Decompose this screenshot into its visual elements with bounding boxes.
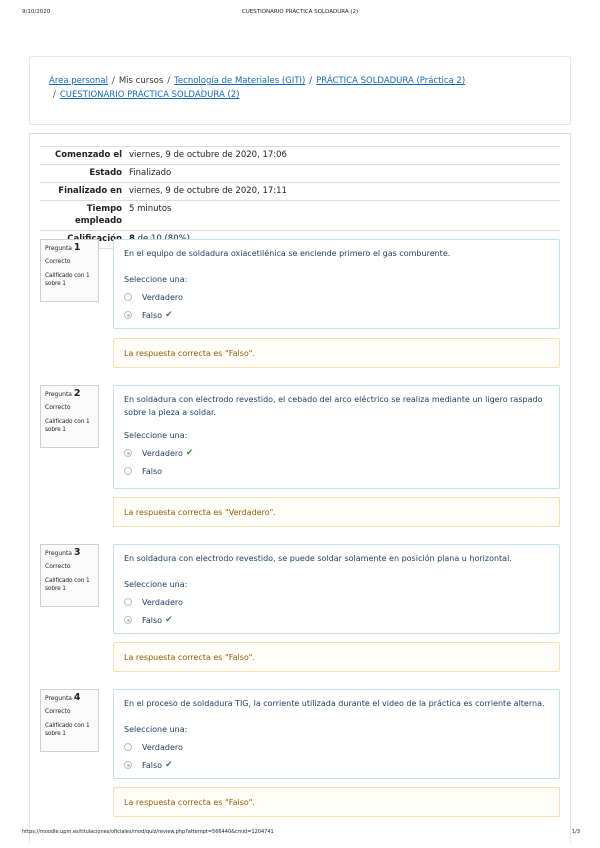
question-grade: Calificado con 1 sobre 1 bbox=[45, 419, 90, 433]
question-number bbox=[45, 244, 94, 253]
option-label: Falso bbox=[142, 760, 163, 770]
print-date: 9/10/2020 bbox=[22, 9, 51, 15]
summary-label: Comenzado el bbox=[55, 150, 122, 160]
question-text: En soldadura con electrodo revestido, se puede soldar solamente en posición plana u horizontal. bbox=[124, 554, 512, 563]
question-prompt: Seleccione una: bbox=[124, 725, 188, 734]
breadcrumb bbox=[49, 74, 549, 102]
summary-value: 5 minutos bbox=[129, 204, 172, 214]
check-icon: ✔ bbox=[185, 448, 194, 458]
option-label: Falso bbox=[142, 615, 163, 625]
breadcrumb-separator: / bbox=[167, 76, 171, 86]
question-number-prefix: Pregunta bbox=[45, 391, 72, 398]
question-state: Correcto bbox=[45, 563, 71, 570]
summary-row-state bbox=[40, 164, 560, 182]
question-info-3 bbox=[40, 544, 99, 607]
option-verdadero[interactable] bbox=[124, 597, 549, 607]
summary-value: Finalizado bbox=[129, 168, 172, 178]
option-falso[interactable] bbox=[124, 615, 549, 625]
question-card-2 bbox=[113, 385, 560, 489]
feedback-3: La respuesta correcta es "Falso". bbox=[113, 642, 560, 672]
print-header bbox=[0, 9, 600, 19]
question-number-value: 1 bbox=[73, 242, 81, 253]
option-label: Verdadero bbox=[142, 742, 183, 752]
question-text: En soldadura con electrodo revestido, el cebado del arco eléctrico se realiza mediante un ligero raspado sobre la pieza a soldar. bbox=[124, 395, 543, 417]
radio-icon[interactable] bbox=[124, 467, 132, 475]
radio-icon[interactable] bbox=[124, 311, 132, 319]
feedback-4: La respuesta correcta es "Falso". bbox=[113, 787, 560, 817]
question-state: Correcto bbox=[45, 404, 71, 411]
check-icon: ✔ bbox=[165, 760, 173, 770]
check-icon: ✔ bbox=[165, 310, 173, 320]
question-number bbox=[45, 549, 94, 558]
question-text: En el equipo de soldadura oxiacetilénica se enciende primero el gas comburente. bbox=[124, 249, 451, 258]
question-number-prefix: Pregunta bbox=[45, 695, 72, 702]
breadcrumb-mis-cursos: Mis cursos bbox=[118, 76, 164, 86]
option-label: Verdadero bbox=[142, 292, 183, 302]
print-footer bbox=[0, 829, 600, 839]
question-card-4 bbox=[113, 689, 560, 779]
radio-icon[interactable] bbox=[124, 449, 132, 457]
breadcrumb-separator: / bbox=[111, 76, 115, 86]
question-card-1 bbox=[113, 239, 560, 329]
breadcrumb-panel bbox=[29, 56, 571, 125]
question-text: En el proceso de soldadura TIG, la corriente utilizada durante el video de la práctica es corriente alterna. bbox=[124, 699, 545, 708]
breadcrumb-course[interactable]: Tecnología de Materiales (GITI) bbox=[174, 76, 306, 86]
summary-label: Tiempo empleado bbox=[74, 204, 122, 226]
summary-row-time bbox=[40, 200, 560, 230]
feedback-1: La respuesta correcta es "Falso". bbox=[113, 338, 560, 368]
breadcrumb-quiz[interactable]: CUESTIONARIO PRÁCTICA SOLDADURA (2) bbox=[59, 90, 240, 100]
summary-label: Estado bbox=[89, 168, 122, 178]
question-info-2 bbox=[40, 385, 99, 448]
question-info-4 bbox=[40, 689, 99, 752]
question-number bbox=[45, 390, 94, 399]
print-title: CUESTIONARIO PRÁCTICA SOLDADURA (2) bbox=[241, 9, 359, 15]
breadcrumb-section[interactable]: PRÁCTICA SOLDADURA (Práctica 2) bbox=[316, 76, 466, 86]
radio-icon[interactable] bbox=[124, 743, 132, 751]
question-number-value: 2 bbox=[73, 388, 81, 399]
attempt-summary-table bbox=[40, 146, 560, 249]
option-falso[interactable] bbox=[124, 760, 549, 770]
option-verdadero[interactable] bbox=[124, 742, 549, 752]
question-number-prefix: Pregunta bbox=[45, 550, 72, 557]
breadcrumb-area-personal[interactable]: Área personal bbox=[49, 76, 108, 86]
option-falso[interactable] bbox=[124, 310, 549, 320]
radio-icon[interactable] bbox=[124, 616, 132, 624]
summary-label: Finalizado en bbox=[58, 186, 122, 196]
print-page-number: 1/3 bbox=[571, 829, 580, 835]
summary-value: viernes, 9 de octubre de 2020, 17:11 bbox=[129, 186, 287, 196]
option-verdadero[interactable] bbox=[124, 448, 549, 458]
print-url: https://moodle.upm.es/titulaciones/oficiales/mod/quiz/review.php?attempt=566440&cmid=1204741 bbox=[22, 829, 274, 835]
breadcrumb-separator: / bbox=[53, 90, 56, 100]
question-number-value: 3 bbox=[73, 547, 81, 558]
option-label: Falso bbox=[142, 466, 163, 476]
question-prompt: Seleccione una: bbox=[124, 580, 188, 589]
summary-value: viernes, 9 de octubre de 2020, 17:06 bbox=[129, 150, 287, 160]
summary-row-started bbox=[40, 146, 560, 164]
feedback-2: La respuesta correcta es "Verdadero". bbox=[113, 497, 560, 527]
question-prompt: Seleccione una: bbox=[124, 431, 188, 440]
option-label: Falso bbox=[142, 310, 163, 320]
question-number-prefix: Pregunta bbox=[45, 245, 72, 252]
question-prompt: Seleccione una: bbox=[124, 275, 188, 284]
radio-icon[interactable] bbox=[124, 293, 132, 301]
option-verdadero[interactable] bbox=[124, 292, 549, 302]
radio-icon[interactable] bbox=[124, 761, 132, 769]
question-info-1 bbox=[40, 239, 99, 302]
question-number-value: 4 bbox=[73, 692, 81, 703]
question-state: Correcto bbox=[45, 708, 71, 715]
question-card-3 bbox=[113, 544, 560, 634]
question-number bbox=[45, 694, 94, 703]
option-label: Verdadero bbox=[142, 448, 183, 458]
question-state: Correcto bbox=[45, 258, 71, 265]
question-grade: Calificado con 1 sobre 1 bbox=[45, 578, 90, 592]
summary-row-finished bbox=[40, 182, 560, 200]
option-falso[interactable] bbox=[124, 466, 549, 476]
radio-icon[interactable] bbox=[124, 598, 132, 606]
option-label: Verdadero bbox=[142, 597, 183, 607]
breadcrumb-separator: / bbox=[309, 76, 313, 86]
question-grade: Calificado con 1 sobre 1 bbox=[45, 273, 90, 287]
question-grade: Calificado con 1 sobre 1 bbox=[45, 723, 90, 737]
check-icon: ✔ bbox=[165, 615, 173, 625]
